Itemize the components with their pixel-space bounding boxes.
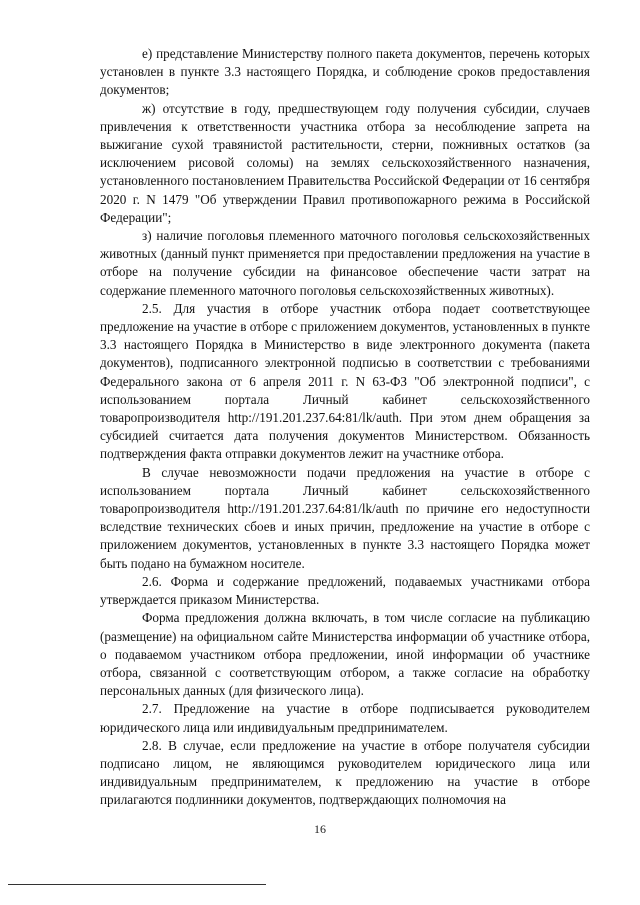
paragraph-2-5: 2.5. Для участия в отборе участник отбора подает соответствующее предложение на участие в отборе с приложением документов, установленных в пункте 3.3 настоящего Порядка в Министерство в виде электронного документа (пакета документов), подписанного электронной подписью в соответствии с требованиями Федерального закона от 6 апреля 2011 г. N 63-ФЗ "Об электронной подписи", с использованием портала Личный кабинет сельскохозяйственного товаропроизводителя http://191.201.237.64:81/lk/auth. При этом днем обращения за субсидией считается дата получения документов Министерством. Обязанность подтверждения факта отправки документов лежит на участнике отбора. — [100, 300, 590, 462]
paragraph-2-6-form: Форма предложения должна включать, в том числе согласие на публикацию (размещение) на официальном сайте Министерства информации об участнике отбора, о подаваемом участником отбора предложении, иной информации об участнике отбора, связанной с соответствующим отбором, а также согласие на обработку персональных данных (для физического лица). — [100, 610, 590, 699]
paragraph-e: е) представление Министерству полного пакета документов, перечень которых установлен в пункте 3.3 настоящего Порядка, и соблюдение сроков предоставления документов; — [100, 46, 590, 98]
paragraph-2-7: 2.7. Предложение на участие в отборе подписывается руководителем юридического лица или индивидуальным предпринимателем. — [100, 701, 590, 735]
paragraph-2-8: 2.8. В случае, если предложение на участие в отборе получателя субсидии подписано лицом, не являющимся руководителем юридического лица или индивидуальным предпринимателем, к предложению на участие в отборе прилагаются подлинники документов, подтверждающих полномочия на — [100, 737, 590, 808]
paragraph-2-6: 2.6. Форма и содержание предложений, подаваемых участниками отбора утверждается приказом Министерства. — [100, 573, 590, 608]
page-number: 16 — [314, 822, 326, 836]
footer-rule — [8, 884, 266, 885]
paragraph-2-5-paper: В случае невозможности подачи предложения на участие в отборе с использованием портала Личный кабинет сельскохозяйственного товаропроизводителя http://191.201.237.64:81/lk/auth по причине его недоступности вследствие технических сбоев и иных причин, предложение на участие в отборе с приложением документов, установленных в пункте 3.3 настоящего Порядка может быть подано на бумажном носителе. — [100, 464, 590, 571]
document-body — [100, 45, 590, 810]
paragraph-zh: ж) отсутствие в году, предшествующем году получения субсидии, случаев привлечения к ответственности участника отбора за несоблюдение запрета на выжигание сухой травянистой растительности, стерни, пожнивных остатков (за исключением рисовой соломы) на землях сельскохозяйственного назначения, установленного постановлением Правительства Российской Федерации от 16 сентября 2020 г. N 1479 "Об утверждении Правил противопожарного режима в Российской Федерации"; — [100, 100, 590, 225]
paragraph-z: з) наличие поголовья племенного маточного поголовья сельскохозяйственных животных (данный пункт применяется при предоставлении предложения на участие в отборе на получение субсидии на финансовое обеспечение части затрат на содержание племенного маточного поголовья сельскохозяйственных животных). — [100, 228, 590, 298]
